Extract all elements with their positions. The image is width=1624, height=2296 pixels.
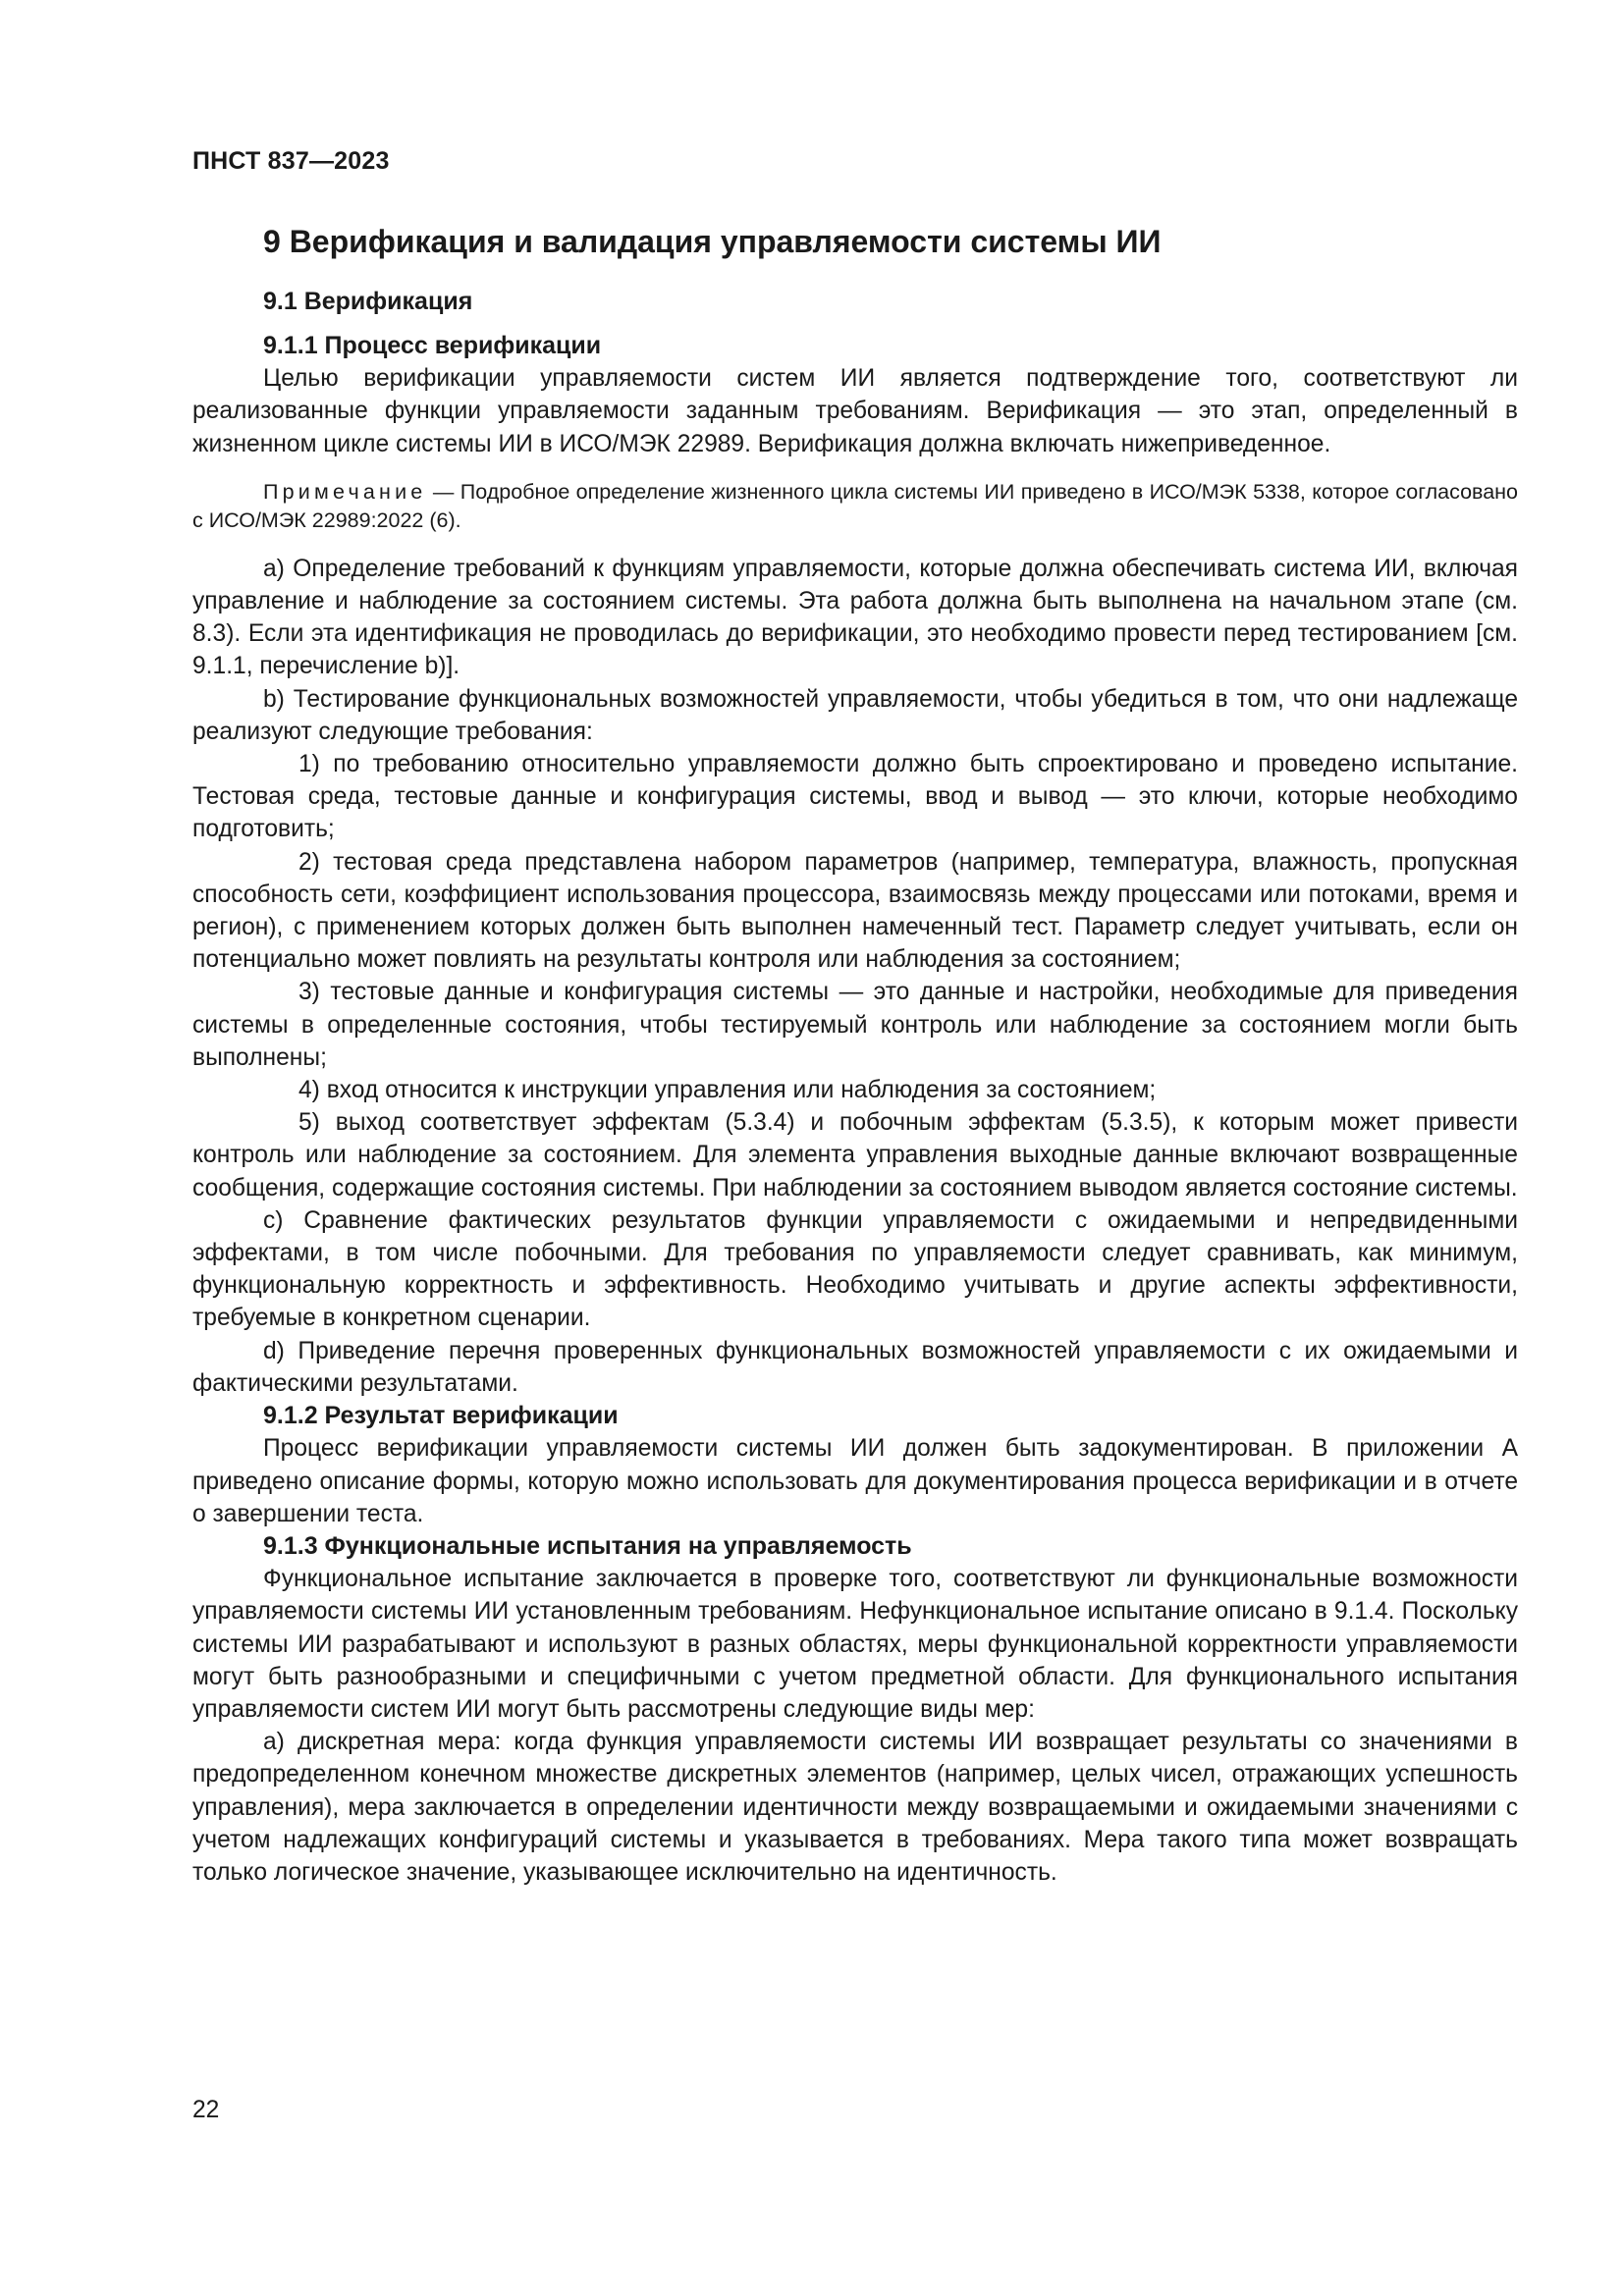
paragraph-9-1-3: Функциональное испытание заключается в проверке того, соответствуют ли функциональные возможности управляемости системы ИИ установленным требованиям. Нефункциональное испытание описано в 9.1.4. Поскольку системы ИИ разрабатывают и используют в разных областях, меры функциональной корректности управляемости могут быть разнообразными и специфичными с учетом предметной области. Для функционального испытания управляемости систем ИИ могут быть рассмотрены следующие виды мер:	[192, 1566, 1518, 1723]
list-item-d: d) Приведение перечня проверенных функциональных возможностей управляемости с их ожидаемыми и фактическими результатами.	[192, 1337, 1518, 1397]
note-label: Примечание	[263, 479, 427, 504]
list-item-b-3: 3) тестовые данные и конфигурация системы — это данные и настройки, необходимые для приведения системы в определенные состояния, чтобы тестируемый контроль или наблюдение за состоянием могли быть выполнены;	[192, 979, 1518, 1071]
list-item-c: c) Сравнение фактических результатов функции управляемости с ожидаемыми и непредвиденными эффектами, в том числе побочными. Для требования по управляемости следует сравнивать, как минимум, функциональную корректность и эффективность. Необходимо учитывать и другие аспекты эффективности, требуемые в конкретном сценарии.	[192, 1206, 1518, 1332]
subsection-title-9-1-1: 9.1.1 Процесс верификации	[263, 332, 602, 359]
list-item-b-1: 1) по требованию относительно управляемости должно быть спроектировано и проведено испытание. Тестовая среда, тестовые данные и конфигурация системы, ввод и вывод — это ключи, которые необходимо подготовить;	[192, 751, 1518, 843]
section-title-9: 9 Верификация и валидация управляемости системы ИИ	[263, 224, 1162, 259]
subsection-title-9-1-3: 9.1.3 Функциональные испытания на управляемость	[263, 1531, 912, 1560]
list-item-a: a) Определение требований к функциям управляемости, которые должна обеспечивать система ИИ, включая управление и наблюдение за состоянием системы. Эта работа должна быть выполнена на начальном этапе (см. 8.3). Если эта идентификация не проводилась до верификации, это необходимо провести перед тестированием [см. 9.1.1, перечисление b)].	[192, 555, 1518, 680]
note	[192, 478, 1518, 535]
document-code: ПНСТ 837—2023	[192, 147, 390, 175]
list-item-b-4: 4) вход относится к инструкции управления или наблюдения за состоянием;	[298, 1077, 1157, 1104]
list-item-b-5: 5) выход соответствует эффектам (5.3.4) и побочным эффектам (5.3.5), к которым может привести контроль или наблюдение за состоянием. Для элемента управления выходные данные включают возвращенные сообщения, содержащие состояния системы. При наблюдении за состоянием выводом является состояние системы.	[192, 1109, 1518, 1201]
list-item-b: b) Тестирование функциональных возможностей управляемости, чтобы убедиться в том, что они надлежаще реализуют следующие требования:	[192, 685, 1518, 745]
paragraph-9-1-2: Процесс верификации управляемости системы ИИ должен быть задокументирован. В приложении А приведено описание формы, которую можно использовать для документирования процесса верификации и в отчете о завершении теста.	[192, 1435, 1518, 1527]
note-text: — Подробное определение жизненного цикла системы ИИ приведено в ИСО/МЭК 5338, которое согласовано с ИСО/МЭК 22989:2022 (6).	[192, 479, 1518, 532]
page-number: 22	[192, 2097, 220, 2123]
list-item-9-1-3-a: a) дискретная мера: когда функция управляемости системы ИИ возвращает результаты со значениями в предопределенном конечном множестве дискретных элементов (например, целых чисел, отражающих успешность управления), мера заключается в определении идентичности между возвращаемыми и ожидаемыми значениями с учетом надлежащих конфигураций системы и указывается в требованиях. Мера такого типа может возвращать только логическое значение, указывающее исключительно на идентичность.	[192, 1729, 1518, 1886]
document-body	[192, 221, 1518, 1889]
subsection-title-9-1: 9.1 Верификация	[263, 288, 473, 315]
paragraph-9-1-1-intro: Целью верификации управляемости систем ИИ является подтверждение того, соответствуют ли реализованные функции управляемости заданным требованиям. Верификация — это этап, определенный в жизненном цикле системы ИИ в ИСО/МЭК 22989. Верификация должна включать нижеприведенное.	[192, 365, 1518, 457]
list-item-b-2: 2) тестовая среда представлена набором параметров (например, температура, влажность, пропускная способность сети, коэффициент использования процессора, взаимосвязь между процессами или потоками, время и регион), с применением которых должен быть выполнен намеченный тест. Параметр следует учитывать, если он потенциально может повлиять на результаты контроля или наблюдения за состоянием;	[192, 848, 1518, 974]
subsection-title-9-1-2: 9.1.2 Результат верификации	[263, 1402, 619, 1430]
